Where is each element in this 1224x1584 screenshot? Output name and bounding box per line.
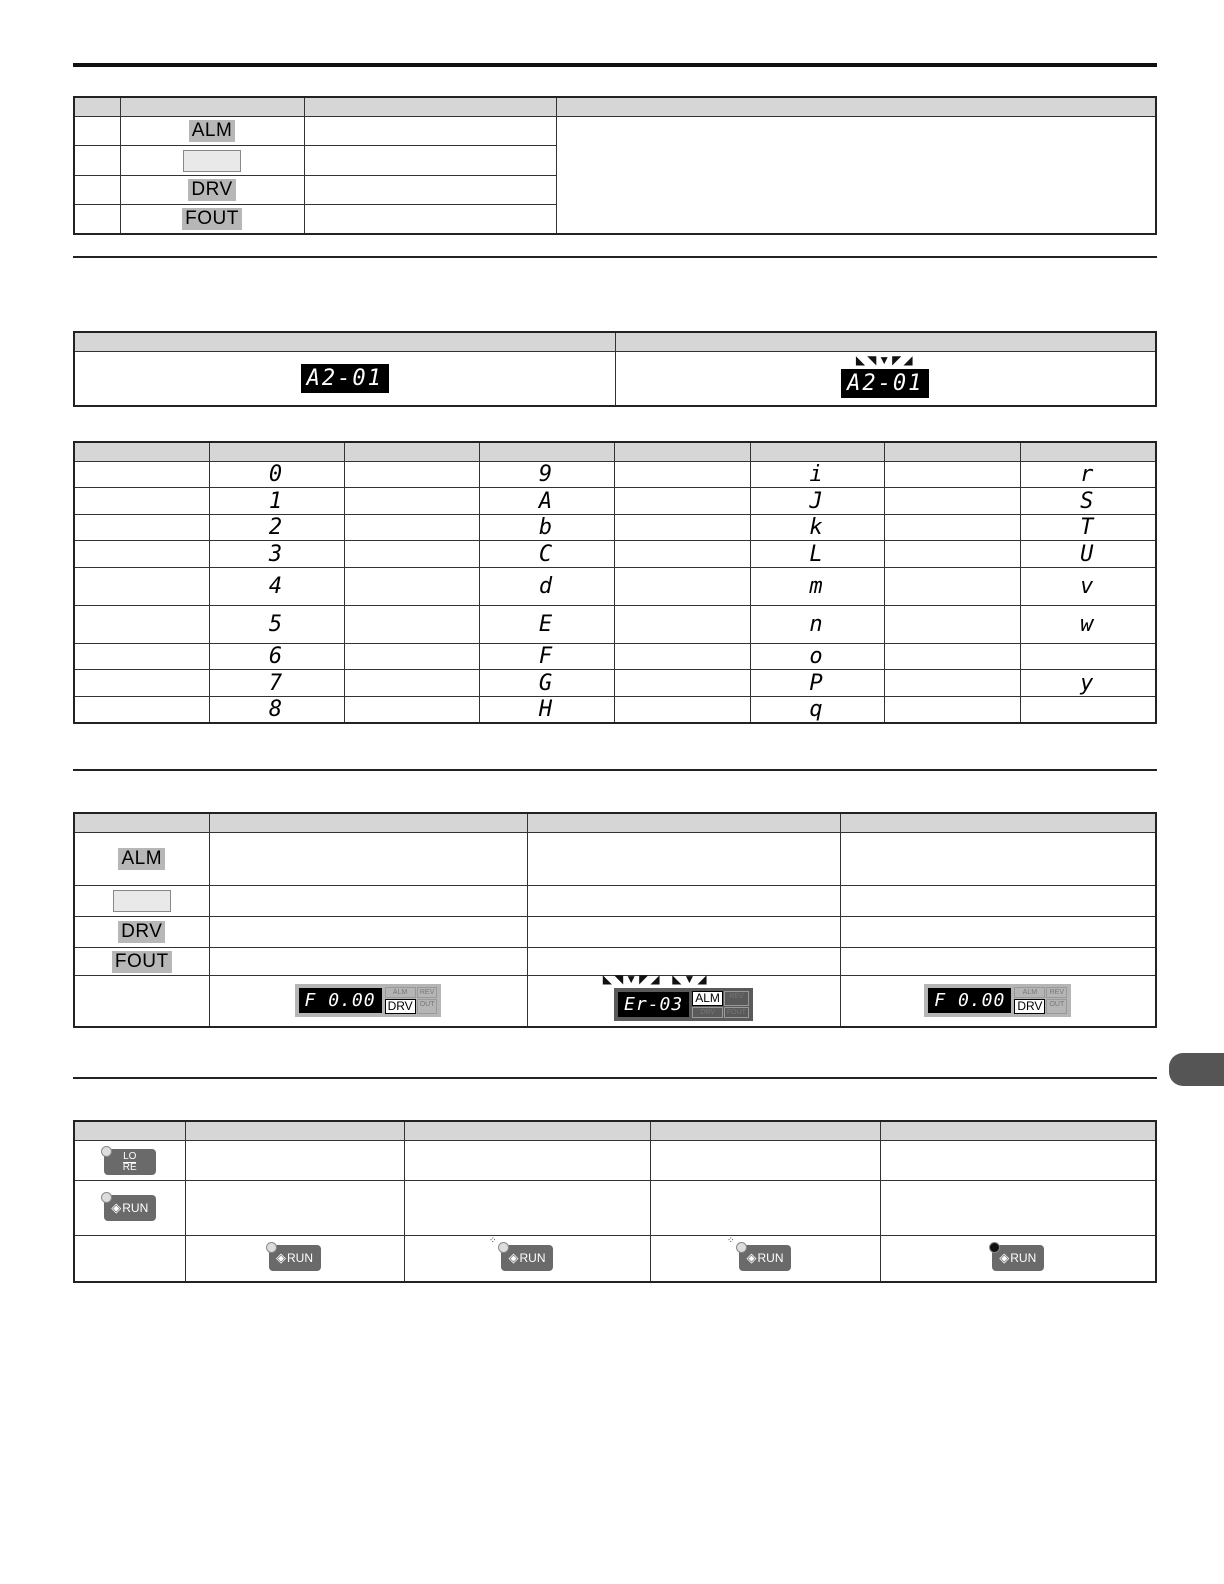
flash-rays-icon: ◣◥▼◤◢ ◣▼◢	[602, 972, 709, 987]
char-cell: d	[479, 568, 614, 606]
alm-label: ALM	[118, 848, 165, 870]
lcd-display-table	[73, 331, 1157, 407]
char-cell: 7	[209, 670, 344, 697]
char-cell: T	[1020, 515, 1156, 541]
char-cell: k	[750, 515, 884, 541]
run-key-led-on	[269, 1245, 321, 1271]
char-cell	[1020, 644, 1156, 670]
char-cell: H	[479, 697, 614, 724]
char-cell: v	[1020, 568, 1156, 606]
re-label: RE	[122, 1161, 137, 1173]
run-label: RUN	[519, 1251, 546, 1266]
lcd-display-flashing: A2-01	[841, 369, 929, 398]
run-key-icon	[104, 1195, 156, 1221]
rev-indicator: REV	[417, 987, 438, 998]
char-cell: 6	[209, 644, 344, 670]
char-cell: E	[479, 606, 614, 644]
char-cell: L	[750, 541, 884, 568]
fout-label: FOUT	[182, 208, 242, 230]
led-status-table	[73, 812, 1157, 1028]
run-label: RUN	[757, 1251, 784, 1266]
key-led-table	[73, 1120, 1157, 1283]
char-cell: 5	[209, 606, 344, 644]
char-cell: P	[750, 670, 884, 697]
flash-sparks-icon: ⁘	[727, 1235, 736, 1246]
character-table	[73, 441, 1157, 724]
char-cell: 1	[209, 488, 344, 515]
rev-indicator: REV	[1046, 987, 1067, 998]
run-key-led-off	[992, 1245, 1044, 1271]
drv-label: DRV	[188, 179, 235, 201]
out-indicator: OUT	[417, 999, 438, 1014]
char-cell: S	[1020, 488, 1156, 515]
char-cell: 4	[209, 568, 344, 606]
char-cell: w	[1020, 606, 1156, 644]
char-cell: 8	[209, 697, 344, 724]
char-cell: 2	[209, 515, 344, 541]
led-icon	[989, 1242, 1000, 1253]
char-cell: r	[1020, 462, 1156, 488]
section-rule	[73, 256, 1157, 258]
run-key-led-flashing	[489, 1235, 553, 1271]
lcd-display-steady: A2-01	[301, 364, 389, 393]
led-icon	[101, 1146, 112, 1157]
panel-screen: F 0.00	[299, 988, 382, 1013]
alm-indicator: ALM	[385, 987, 416, 998]
alm-indicator: ALM	[692, 991, 723, 1006]
blank-label	[113, 890, 171, 912]
char-cell: J	[750, 488, 884, 515]
flash-rays-icon: ◣◥▼◤◢	[855, 352, 915, 367]
char-cell: i	[750, 462, 884, 488]
led-icon	[498, 1242, 509, 1253]
char-cell: 3	[209, 541, 344, 568]
blank-label	[183, 150, 241, 172]
char-cell: q	[750, 697, 884, 724]
char-cell: m	[750, 568, 884, 606]
panel-screen: Er-03	[618, 992, 689, 1017]
char-cell: b	[479, 515, 614, 541]
run-key-led-flashing	[727, 1235, 791, 1271]
lo-re-key-icon	[104, 1149, 156, 1175]
panel-screen: F 0.00	[928, 988, 1011, 1013]
char-cell: U	[1020, 541, 1156, 568]
drv-indicator: DRV	[692, 1007, 723, 1018]
alm-indicator: ALM	[1014, 987, 1045, 998]
run-symbol-icon: ◈	[111, 1200, 122, 1215]
led-icon	[101, 1192, 112, 1203]
run-symbol-icon: ◈	[999, 1250, 1010, 1266]
lo-label: LO	[123, 1150, 137, 1162]
led-icon	[736, 1242, 747, 1253]
section-rule	[73, 769, 1157, 771]
fout-label: FOUT	[112, 951, 172, 973]
led-indicator-table	[73, 96, 1157, 235]
char-cell: F	[479, 644, 614, 670]
run-label: RUN	[287, 1251, 313, 1266]
char-cell: 9	[479, 462, 614, 488]
drv-label: DRV	[118, 921, 165, 943]
run-symbol-icon: ◈	[746, 1250, 757, 1266]
char-cell: A	[479, 488, 614, 515]
fout-indicator: FOUT	[724, 1007, 749, 1018]
char-cell: o	[750, 644, 884, 670]
header-rule	[73, 63, 1157, 67]
chapter-tab	[1169, 1053, 1224, 1086]
run-label: RUN	[1010, 1251, 1037, 1266]
drv-indicator: DRV	[1014, 999, 1045, 1014]
alm-label: ALM	[189, 120, 236, 142]
char-cell: 0	[209, 462, 344, 488]
rev-indicator: REV	[724, 991, 749, 1006]
led-icon	[266, 1242, 277, 1253]
operator-panel-normal	[295, 984, 442, 1017]
char-cell: y	[1020, 670, 1156, 697]
char-cell: G	[479, 670, 614, 697]
char-cell: n	[750, 606, 884, 644]
flash-sparks-icon: ⁘	[489, 1235, 498, 1246]
char-cell: C	[479, 541, 614, 568]
run-symbol-icon: ◈	[508, 1250, 519, 1266]
run-symbol-icon: ◈	[276, 1250, 286, 1266]
char-cell	[1020, 697, 1156, 724]
operator-panel-normal	[924, 984, 1071, 1017]
operator-panel-fault	[614, 988, 753, 1021]
section-rule	[73, 1077, 1157, 1079]
run-label: RUN	[122, 1201, 149, 1215]
out-indicator: OUT	[1046, 999, 1067, 1014]
drv-indicator: DRV	[385, 999, 416, 1014]
